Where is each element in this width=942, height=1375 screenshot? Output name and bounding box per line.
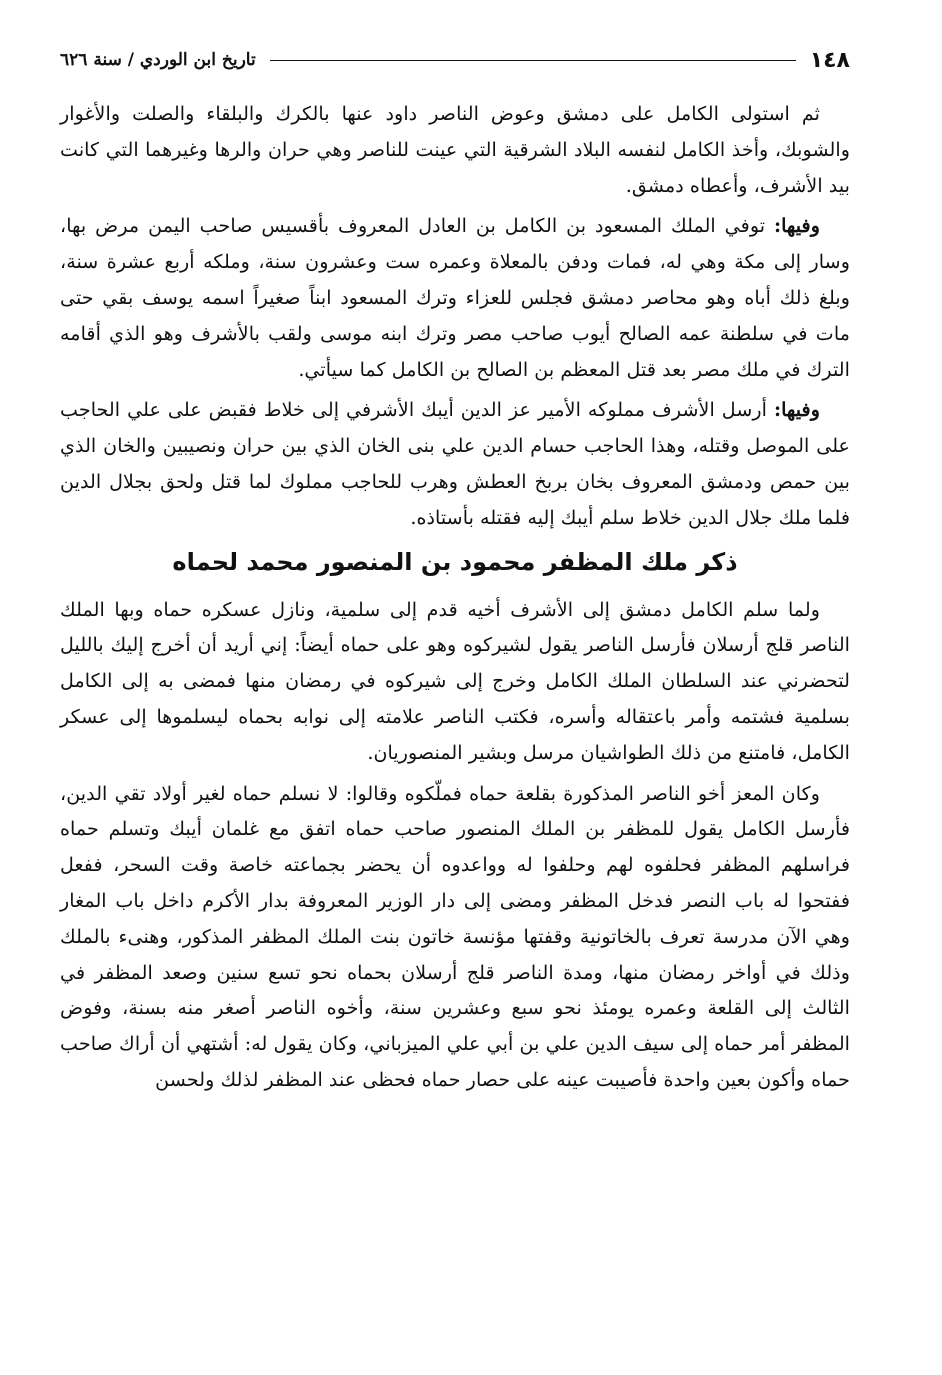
body-text [60, 96, 850, 1098]
paragraph [60, 96, 850, 203]
paragraph-lead: وفيها: [773, 214, 820, 238]
book-page [60, 38, 850, 1358]
paragraph-text: وكان المعز أخو الناصر المذكورة بقلعة حماه فملّكوه وقالوا: لا نسلم حماه لغير أولاد تقي الدين، فأرسل الكامل يقول للمظفر بن الملك المنصور صاحب حماه اتفق مع غلمان أيبك وتسلم حماه فراسلهم المظفر فحلفوه لهم وحلفوا له وواعدوه أن يحضر بجماعته خاصة وقت السحر، ففعل ففتحوا له باب النصر فدخل المظفر ومضى إلى دار الوزير المعروفة بدار الأكرم داخل باب المغار وهي الآن مدرسة تعرف بالخاتونية وقفتها مؤنسة خاتون بنت الملك المظفر المذكور، وهنىء بالملك وذلك في أواخر رمضان منها، ومدة الناصر قلج أرسلان بحماه نحو تسع سنين وصعد المظفر في الثالث إلى القلعة وعمره يومئذ نحو سبع وعشرين سنة، وأخوه الناصر أصغر منه بسنة، وفوض المظفر أمر حماه إلى سيف الدين علي بن أبي علي الميزباني، وكان يقول له: أشتهي أن أراك صاحب حماه وأكون بعين واحدة فأصيبت عينه على حصار حماه فحظى عند المظفر لذلك ولحسن [60, 781, 850, 1091]
paragraph-text: أرسل الأشرف مملوكه الأمير عز الدين أيبك الأشرفي إلى خلاط فقبض على علي الحاجب على الموصل وقتله، وهذا الحاجب حسام الدين علي بنى الخان الذي بين حران ونصيبين والخان الذي بين حمص ودمشق المعروف بخان بربخ العطش وهرب للحاجب مملوك لما قتل ولحق بجلال الدين فلما ملك جلال الدين خلاط سلم أيبك إليه فقتله بأستاذه. [60, 398, 850, 529]
paragraph [60, 776, 850, 1098]
paragraph [60, 208, 850, 387]
running-title: تاريخ ابن الوردي / سنة ٦٢٦ [60, 50, 256, 70]
page-number: ١٤٨ [809, 47, 850, 73]
paragraph-text: ولما سلم الكامل دمشق إلى الأشرف أخيه قدم إلى سلمية، ونازل عسكره حماه وبها الملك الناصر قلج أرسلان فأرسل الناصر يقول لشيركوه وهو على حماه أيضاً: إني أريد أن أخرج إليك بالليل لتحضرني عند السلطان الملك الكامل وخرج إلى شيركوه في رمضان منها فمضى به إلى الكامل بسلمية فشتمه وأمر باعتقاله وأسره، فكتب الناصر علامته إلى نوابه بحماه ليسلموها إلى عسكر الكامل، فامتنع من ذلك الطواشيان مرسل وبشير المنصوريان. [60, 597, 850, 764]
paragraph-lead: وفيها: [773, 398, 820, 422]
paragraph [60, 392, 850, 535]
paragraph [60, 592, 850, 771]
paragraph-text: ثم استولى الكامل على دمشق وعوض الناصر داود عنها بالكرك والبلقاء والصلت والأغوار والشوبك، وأخذ الكامل لنفسه البلاد الشرقية التي عينت للناصر وهي حران والرها وغيرهما التي كانت بيد الأشرف، وأعطاه دمشق. [60, 102, 850, 197]
section-heading: ذكر ملك المظفر محمود بن المنصور محمد لحماه [172, 547, 738, 576]
page-header [60, 38, 850, 82]
paragraph-text: توفي الملك المسعود بن الكامل بن العادل المعروف بأقسيس صاحب اليمن مرض بها، وسار إلى مكة وهي له، فمات ودفن بالمعلاة وعمره ست وعشرون سنة، وملكه أربع عشرة سنة، وبلغ ذلك أباه وهو محاصر دمشق فجلس للعزاء وترك المسعود ابناً صغيراً اسمه يوسف بقي حتى مات في سلطنة عمه الصالح أيوب صاحب مصر وترك ابنه موسى ولقب بالأشرف وهو الذي أقامه الترك في ملك مصر بعد قتل المعظم بن الصالح بن الكامل كما سيأتي. [60, 214, 850, 381]
header-rule [270, 60, 796, 61]
